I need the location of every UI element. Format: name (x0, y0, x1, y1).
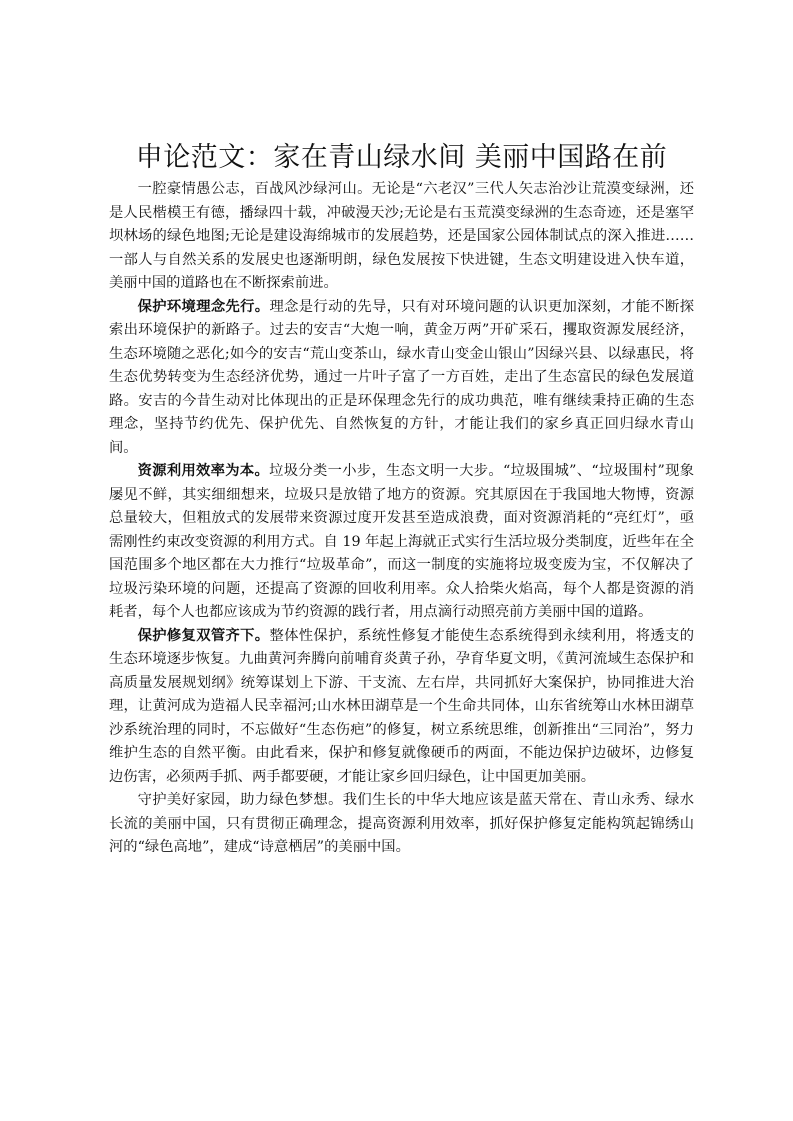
paragraph-text: 一腔豪情愚公志，百战风沙绿河山。无论是“六老汉”三代人矢志治沙让荒漠变绿洲，还是人民楷模王有德，播绿四十载，冲破漫天沙;无论是右玉荒漠变绿洲的生态奇迹，还是塞罕坝林场的绿色地图;无论是建设海绵城市的发展趋势，还是国家公园体制试点的深入推进……一部人与自然关系的发展史也逐渐明朗，绿色发展按下快进键，生态文明建设进入快车道，美丽中国的道路也在不断探索前进。 (109, 181, 694, 291)
paragraph-lead: 保护修复双管齐下。 (137, 627, 270, 644)
paragraph-text: 理念是行动的先导，只有对环境问题的认识更加深刻，才能不断探索出环境保护的新路子。过去的安吉“大炮一响，黄金万两”开矿采石，攫取资源发展经济，生态环境随之恶化;如今的安吉“荒山变茶山，绿水青山变金山银山”因绿兴县、以绿惠民，将生态优势转变为生态经济优势，通过一片叶子富了一方百姓，走出了生态富民的绿色发展道路。安吉的今昔生动对比体现出的正是环保理念先行的成功典范，唯有继续秉持正确的生态理念，坚持节约优先、保护优先、自然恢复的方针，才能让我们的家乡真正回归绿水青山间。 (109, 298, 695, 456)
document-title: 申论范文：家在青山绿水间 美丽中国路在前 (135, 142, 668, 173)
paragraph-protection-restoration (109, 625, 694, 790)
paragraph-text: 整体性保护，系统性修复才能使生态系统得到永续利用，将透支的生态环境逐步恢复。九曲黄河奔腾向前哺育炎黄子孙，孕育华夏文明，《黄河流域生态保护和高质量发展规划纲》统筹谋划上下游、干支流、左右岸，共同抓好大案保护，协同推进大治理，让黄河成为造福人民幸福河;山水林田湖草是一个生命共同体，山东省统筹山水林田湖草沙系统治理的同时，不忘做好“生态伤疤”的修复，树立系统思维，创新推出“三同治”，努力维护生态的自然平衡。由此看来，保护和修复就像硬币的两面，不能边保护边破坏，边修复边伤害，必须两手抓、两手都要硬，才能让家乡回归绿色，让中国更加美丽。 (109, 627, 695, 785)
paragraph-resource-efficiency (109, 460, 694, 625)
paragraph-conclusion (109, 789, 694, 860)
paragraph-text: 垃圾分类一小步，生态文明一大步。“垃圾围城”、“垃圾围村”现象屡见不鲜，其实细细想来，垃圾只是放错了地方的资源。究其原因在于我国地大物博，资源总量较大，但粗放式的发展带来资源过度开发甚至造成浪费，面对资源消耗的“亮红灯”，亟需刚性约束改变资源的利用方式。自 19 年起上海就正式实行生活垃圾分类制度，近些年在全国范围多个地区都在大力推行“垃圾革命”，而这一制度的实施将垃圾变废为宝，不仅解决了垃圾污染环境的问题，还提高了资源的回收利用率。众人拾柴火焰高，每个人都是资源的消耗者，每个人也都应该成为节约资源的践行者，用点滴行动照亮前方美丽中国的道路。 (109, 463, 695, 620)
paragraph-environment-concept (109, 296, 694, 461)
document-page (109, 140, 694, 860)
paragraph-intro (109, 178, 694, 296)
paragraph-lead: 保护环境理念先行。 (137, 298, 270, 315)
paragraph-lead: 资源利用效率为本。 (137, 463, 270, 479)
paragraph-text: 守护美好家园，助力绿色梦想。我们生长的中华大地应该是蓝天常在、青山永秀、绿水长流的美丽中国，只有贯彻正确理念，提高资源利用效率，抓好保护修复定能构筑起锦绣山河的“绿色高地”，建成“诗意栖居”的美丽中国。 (109, 792, 694, 855)
